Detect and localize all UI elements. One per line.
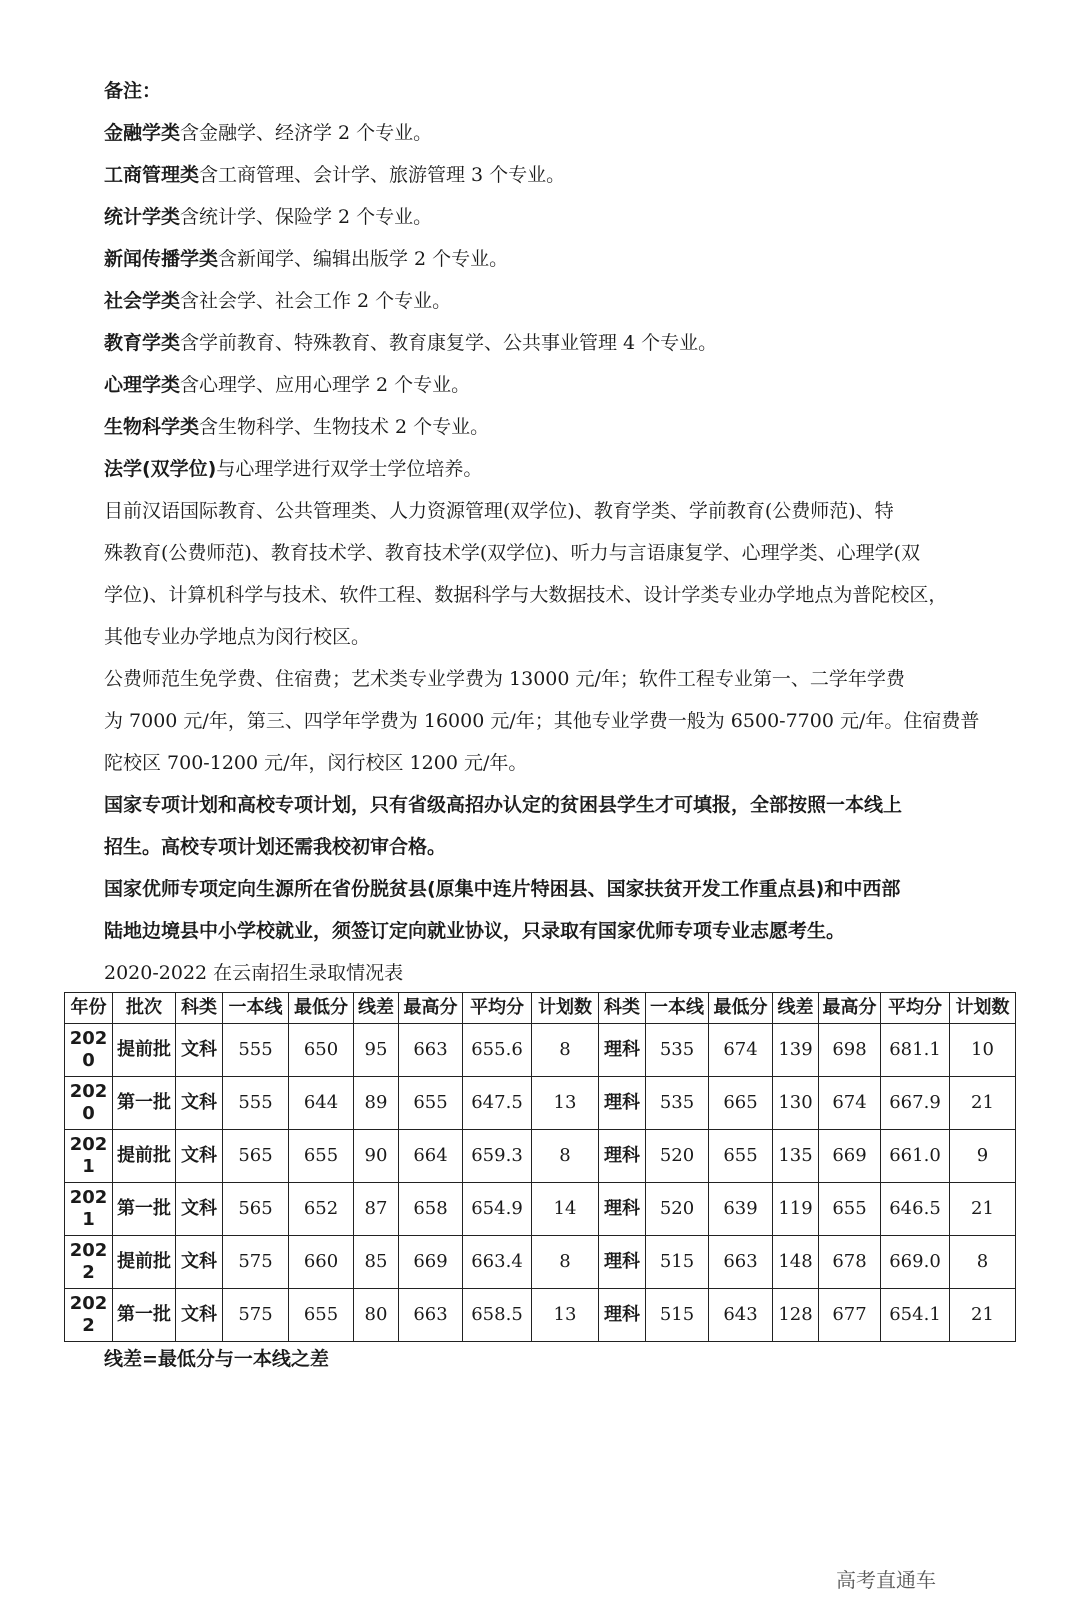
table-cell: 13 xyxy=(532,1077,599,1130)
table-cell: 654.9 xyxy=(463,1183,532,1236)
table-cell: 654.1 xyxy=(881,1289,950,1342)
table-cell: 681.1 xyxy=(881,1024,950,1077)
table-cell: 659.3 xyxy=(463,1130,532,1183)
table-cell: 655 xyxy=(289,1289,354,1342)
notes-title: 备注： xyxy=(104,80,162,102)
table-cell: 14 xyxy=(532,1183,599,1236)
table-header-cell: 最高分 xyxy=(819,993,881,1024)
table-header-cell: 一本线 xyxy=(646,993,709,1024)
table-cell: 655 xyxy=(399,1077,463,1130)
table-header-cell: 线差 xyxy=(773,993,819,1024)
table-cell: 90 xyxy=(354,1130,399,1183)
table-cell: 669 xyxy=(819,1130,881,1183)
table-header-cell: 科类 xyxy=(176,993,223,1024)
note-item xyxy=(104,196,1016,238)
table-cell: 89 xyxy=(354,1077,399,1130)
table-cell: 655.6 xyxy=(463,1024,532,1077)
table-cell: 565 xyxy=(223,1130,289,1183)
table-cell: 8 xyxy=(532,1024,599,1077)
table-cell: 139 xyxy=(773,1024,819,1077)
table-cell: 文科 xyxy=(176,1183,223,1236)
table-cell: 650 xyxy=(289,1024,354,1077)
note-term: 新闻传播学类 xyxy=(104,248,219,270)
admission-table xyxy=(64,992,1016,1342)
table-row xyxy=(65,1024,1016,1077)
table-cell: 95 xyxy=(354,1024,399,1077)
table-cell: 674 xyxy=(819,1077,881,1130)
table-caption: 2020-2022 在云南招生录取情况表 xyxy=(104,962,404,984)
note-desc: 含生物科学、生物技术 2 个专业。 xyxy=(199,416,490,438)
table-cell: 8 xyxy=(532,1130,599,1183)
note-desc: 含工商管理、会计学、旅游管理 3 个专业。 xyxy=(199,164,566,186)
table-cell: 80 xyxy=(354,1289,399,1342)
table-cell: 698 xyxy=(819,1024,881,1077)
table-header-cell: 计划数 xyxy=(950,993,1016,1024)
table-cell: 文科 xyxy=(176,1289,223,1342)
note-item xyxy=(104,322,1016,364)
table-row xyxy=(65,1077,1016,1130)
table-cell: 661.0 xyxy=(881,1130,950,1183)
note-item xyxy=(104,406,1016,448)
table-cell: 文科 xyxy=(176,1130,223,1183)
table-cell: 2020 xyxy=(65,1077,113,1130)
table-cell: 理科 xyxy=(599,1077,646,1130)
table-cell: 文科 xyxy=(176,1077,223,1130)
notes-list xyxy=(104,112,1016,490)
table-cell: 660 xyxy=(289,1236,354,1289)
note-item xyxy=(104,154,1016,196)
table-cell: 2022 xyxy=(65,1289,113,1342)
table-cell: 647.5 xyxy=(463,1077,532,1130)
table-cell: 理科 xyxy=(599,1024,646,1077)
table-cell: 535 xyxy=(646,1077,709,1130)
note-term: 法学(双学位) xyxy=(104,458,217,480)
table-cell: 655 xyxy=(709,1130,773,1183)
table-cell: 643 xyxy=(709,1289,773,1342)
table-cell: 第一批 xyxy=(113,1183,176,1236)
table-cell: 提前批 xyxy=(113,1130,176,1183)
table-header-cell: 最高分 xyxy=(399,993,463,1024)
table-footnote: 线差=最低分与一本线之差 xyxy=(104,1348,329,1370)
watermark: 高考直通车 xyxy=(836,1568,936,1592)
note-item xyxy=(104,112,1016,154)
note-desc: 与心理学进行双学士学位培养。 xyxy=(216,458,483,480)
table-cell: 2020 xyxy=(65,1024,113,1077)
table-header-cell: 最低分 xyxy=(289,993,354,1024)
table-cell: 663.4 xyxy=(463,1236,532,1289)
table-header-cell: 科类 xyxy=(599,993,646,1024)
table-cell: 135 xyxy=(773,1130,819,1183)
table-cell: 663 xyxy=(399,1289,463,1342)
table-header-cell: 平均分 xyxy=(881,993,950,1024)
paragraphs xyxy=(104,490,1016,952)
note-desc: 含社会学、社会工作 2 个专业。 xyxy=(180,290,452,312)
paragraph xyxy=(104,868,1016,952)
table-cell: 515 xyxy=(646,1289,709,1342)
note-item xyxy=(104,280,1016,322)
table-cell: 678 xyxy=(819,1236,881,1289)
table-cell: 535 xyxy=(646,1024,709,1077)
paragraph xyxy=(104,658,1016,784)
note-item xyxy=(104,364,1016,406)
note-item xyxy=(104,238,1016,280)
note-desc: 含心理学、应用心理学 2 个专业。 xyxy=(180,374,471,396)
table-cell: 理科 xyxy=(599,1130,646,1183)
table-header-row xyxy=(65,993,1016,1024)
table-header-cell: 平均分 xyxy=(463,993,532,1024)
note-term: 社会学类 xyxy=(104,290,181,312)
table-cell: 提前批 xyxy=(113,1024,176,1077)
table-cell: 87 xyxy=(354,1183,399,1236)
paragraph xyxy=(104,784,1016,868)
table-cell: 520 xyxy=(646,1130,709,1183)
table-cell: 565 xyxy=(223,1183,289,1236)
table-row xyxy=(65,1183,1016,1236)
table-cell: 理科 xyxy=(599,1236,646,1289)
paragraph-line: 为 7000 元/年，第三、四学年学费为 16000 元/年；其他专业学费一般为 6500-7700 元/年。住宿费普 xyxy=(104,710,980,732)
table-cell: 第一批 xyxy=(113,1077,176,1130)
table-cell: 文科 xyxy=(176,1236,223,1289)
paragraph-line: 国家专项计划和高校专项计划，只有省级高招办认定的贫困县学生才可填报，全部按照一本线上 xyxy=(104,794,903,816)
table-cell: 10 xyxy=(950,1024,1016,1077)
table-cell: 520 xyxy=(646,1183,709,1236)
table-cell: 第一批 xyxy=(113,1289,176,1342)
table-cell: 21 xyxy=(950,1183,1016,1236)
table-cell: 663 xyxy=(399,1024,463,1077)
paragraph-line: 目前汉语国际教育、公共管理类、人力资源管理(双学位)、教育学类、学前教育(公费师范)、特 xyxy=(104,500,894,522)
table-cell: 555 xyxy=(223,1077,289,1130)
table-cell: 理科 xyxy=(599,1183,646,1236)
table-cell: 639 xyxy=(709,1183,773,1236)
table-cell: 13 xyxy=(532,1289,599,1342)
note-term: 金融学类 xyxy=(104,122,181,144)
paragraph-line: 陀校区 700-1200 元/年，闵行校区 1200 元/年。 xyxy=(104,752,528,774)
note-desc: 含金融学、经济学 2 个专业。 xyxy=(180,122,433,144)
paragraph-line: 国家优师专项定向生源所在省份脱贫县(原集中连片特困县、国家扶贫开发工作重点县)和中西部 xyxy=(104,878,901,900)
table-cell: 677 xyxy=(819,1289,881,1342)
table-cell: 2021 xyxy=(65,1130,113,1183)
paragraph-line: 其他专业办学地点为闵行校区。 xyxy=(104,626,371,648)
note-term: 生物科学类 xyxy=(104,416,200,438)
paragraph-line: 殊教育(公费师范)、教育技术学、教育技术学(双学位)、听力与言语康复学、心理学类、心理学(双 xyxy=(104,542,921,564)
note-term: 统计学类 xyxy=(104,206,181,228)
table-cell: 8 xyxy=(950,1236,1016,1289)
table-cell: 2022 xyxy=(65,1236,113,1289)
table-header-cell: 计划数 xyxy=(532,993,599,1024)
table-header-cell: 线差 xyxy=(354,993,399,1024)
table-cell: 理科 xyxy=(599,1289,646,1342)
table-cell: 655 xyxy=(819,1183,881,1236)
table-cell: 515 xyxy=(646,1236,709,1289)
table-row xyxy=(65,1289,1016,1342)
note-term: 教育学类 xyxy=(104,332,181,354)
table-cell: 119 xyxy=(773,1183,819,1236)
note-term: 工商管理类 xyxy=(104,164,200,186)
table-cell: 2021 xyxy=(65,1183,113,1236)
note-term: 心理学类 xyxy=(104,374,181,396)
table-wrapper xyxy=(64,992,1016,1342)
table-cell: 130 xyxy=(773,1077,819,1130)
table-cell: 667.9 xyxy=(881,1077,950,1130)
table-cell: 575 xyxy=(223,1289,289,1342)
table-cell: 652 xyxy=(289,1183,354,1236)
table-cell: 148 xyxy=(773,1236,819,1289)
table-cell: 21 xyxy=(950,1289,1016,1342)
paragraph xyxy=(104,490,1016,658)
table-cell: 8 xyxy=(532,1236,599,1289)
table-row xyxy=(65,1236,1016,1289)
table-cell: 663 xyxy=(709,1236,773,1289)
document-body xyxy=(69,0,1016,1376)
table-header-cell: 最低分 xyxy=(709,993,773,1024)
table-cell: 文科 xyxy=(176,1024,223,1077)
table-cell: 669.0 xyxy=(881,1236,950,1289)
paragraph-line: 学位)、计算机科学与技术、软件工程、数据科学与大数据技术、设计学类专业办学地点为普陀校区， xyxy=(104,584,948,606)
table-cell: 提前批 xyxy=(113,1236,176,1289)
paragraph-line: 公费师范生免学费、住宿费；艺术类专业学费为 13000 元/年；软件工程专业第一、二学年学费 xyxy=(104,668,905,690)
table-cell: 85 xyxy=(354,1236,399,1289)
table-cell: 21 xyxy=(950,1077,1016,1130)
paragraph-line: 招生。高校专项计划还需我校初审合格。 xyxy=(104,836,447,858)
table-cell: 575 xyxy=(223,1236,289,1289)
note-desc: 含学前教育、特殊教育、教育康复学、公共事业管理 4 个专业。 xyxy=(180,332,718,354)
table-cell: 665 xyxy=(709,1077,773,1130)
table-cell: 664 xyxy=(399,1130,463,1183)
table-row xyxy=(65,1130,1016,1183)
table-header-cell: 年份 xyxy=(65,993,113,1024)
table-cell: 658 xyxy=(399,1183,463,1236)
table-cell: 644 xyxy=(289,1077,354,1130)
paragraph-line: 陆地边境县中小学校就业，须签订定向就业协议，只录取有国家优师专项专业志愿考生。 xyxy=(104,920,846,942)
table-header-cell: 批次 xyxy=(113,993,176,1024)
table-cell: 655 xyxy=(289,1130,354,1183)
note-desc: 含新闻学、编辑出版学 2 个专业。 xyxy=(218,248,509,270)
note-desc: 含统计学、保险学 2 个专业。 xyxy=(180,206,433,228)
table-cell: 128 xyxy=(773,1289,819,1342)
table-header-cell: 一本线 xyxy=(223,993,289,1024)
table-cell: 555 xyxy=(223,1024,289,1077)
note-item xyxy=(104,448,1016,490)
table-cell: 674 xyxy=(709,1024,773,1077)
table-cell: 669 xyxy=(399,1236,463,1289)
table-cell: 9 xyxy=(950,1130,1016,1183)
table-cell: 646.5 xyxy=(881,1183,950,1236)
table-cell: 658.5 xyxy=(463,1289,532,1342)
